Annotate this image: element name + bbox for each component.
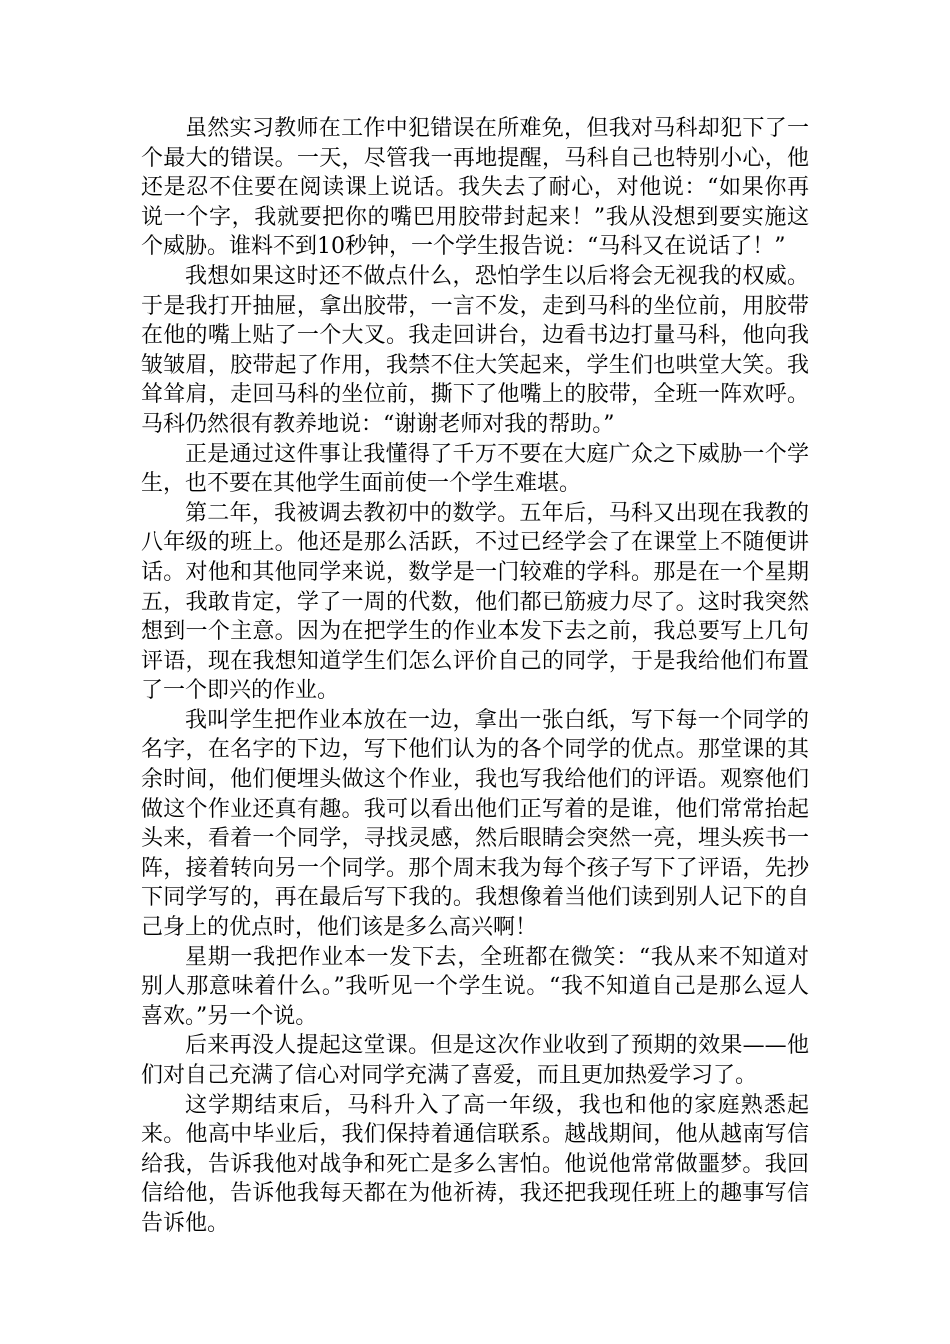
paragraph-4: 第二年，我被调去教初中的数学。五年后，马科又出现在我教的八年级的班上。他还是那么活跃，不过已经学会了在课堂上不随便讲话。对他和其他同学来说，数学是一门较难的学科。那是在一个星期五，我敢肯定，学了一周的代数，他们都已筋疲力尽了。这时我突然想到一个主意。因为在把学生的作业本发下去之前，我总要写上几句评语，现在我想知道学生们怎么评价自己的同学，于是我给他们布置了一个即兴的作业。 (141, 500, 809, 704)
document-body (141, 114, 809, 1239)
paragraph-2: 我想如果这时还不做点什么，恐怕学生以后将会无视我的权威。于是我打开抽屉，拿出胶带，一言不发，走到马科的坐位前，用胶带在他的嘴上贴了一个大叉。我走回讲台，边看书边打量马科，他向我皱皱眉，胶带起了作用，我禁不住大笑起来，学生们也哄堂大笑。我耸耸肩，走回马科的坐位前，撕下了他嘴上的胶带，全班一阵欢呼。马科仍然很有教养地说：“谢谢老师对我的帮助。” (141, 263, 809, 437)
paragraph-3: 正是通过这件事让我懂得了千万不要在大庭广众之下威胁一个学生，也不要在其他学生面前使一个学生难堪。 (141, 441, 809, 497)
paragraph-8: 这学期结束后，马科升入了高一年级，我也和他的家庭熟悉起来。他高中毕业后，我们保持着通信联系。越战期间，他从越南写信给我，告诉我他对战争和死亡是多么害怕。他说他常常做噩梦。我回信给他，告诉他我每天都在为他祈祷，我还把我现任班上的趣事写信告诉他。 (141, 1092, 809, 1236)
paragraph-7: 后来再没人提起这堂课。但是这次作业收到了预期的效果——他们对自己充满了信心对同学充满了喜爱，而且更加热爱学习了。 (141, 1033, 809, 1088)
paragraph-5: 我叫学生把作业本放在一边，拿出一张白纸，写下每一个同学的名字，在名字的下边，写下他们认为的各个同学的优点。那堂课的其余时间，他们便埋头做这个作业，我也写我给他们的评语。观察他们做这个作业还真有趣。我可以看出他们正写着的是谁，他们常常抬起头来，看着一个同学，寻找灵感，然后眼睛会突然一亮，埋头疾书一阵，接着转向另一个同学。那个周末我为每个孩子写下了评语，先抄下同学写的，再在最后写下我的。我想像着当他们读到别人记下的自己身上的优点时，他们该是多么高兴啊！ (141, 707, 809, 941)
paragraph-6: 星期一我把作业本一发下去，全班都在微笑：“我从来不知道对别人那意味着什么。”我听见一个学生说。“我不知道自己是那么逗人喜欢。”另一个说。 (141, 944, 809, 1029)
paragraph-1: 虽然实习教师在工作中犯错误在所难免，但我对马科却犯下了一个最大的错误。一天，尽管我一再地提醒，马科自己也特别小心，他还是忍不住要在阅读课上说话。我失去了耐心，对他说：“如果你再说一个字，我就要把你的嘴巴用胶带封起来！”我从没想到要实施这个威胁。谁料不到10秒钟，一个学生报告说：“马科又在说话了！” (141, 116, 809, 260)
